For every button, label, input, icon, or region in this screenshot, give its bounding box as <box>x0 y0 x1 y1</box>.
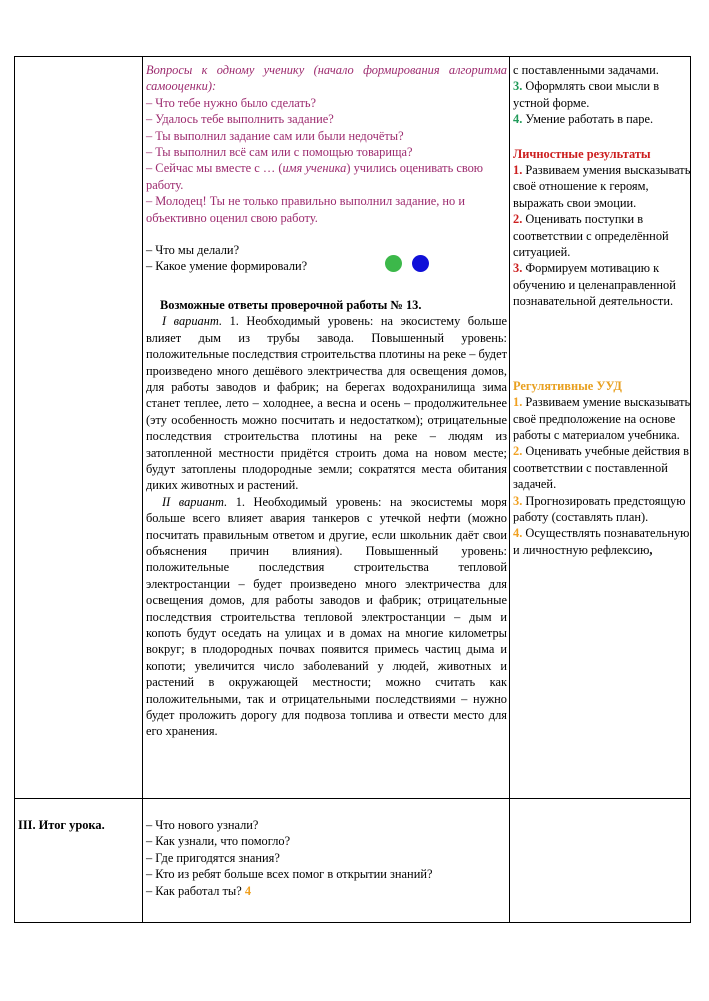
table-top-border <box>14 56 690 57</box>
personal-item-1: 1. Развиваем умения высказывать своё отношение к героям, выражать свои эмоции. <box>513 163 691 210</box>
regulative-item-1: 1. Развиваем умение высказывать своё предположение на основе работы с материалом учебника. <box>513 395 691 442</box>
regulative-uud-heading: Регулятивные УУД <box>513 378 622 393</box>
summary-question-1: – Что нового узнали? <box>146 818 259 832</box>
communicative-item-4: 4. Умение работать в паре. <box>513 112 654 127</box>
question-4: – Ты выполнил всё сам или с помощью товарища? <box>146 145 413 160</box>
summary-question-5: – Как работал ты? 4 <box>146 883 252 898</box>
question-what-skill: – Какое умение формировали? <box>146 259 308 274</box>
question-1: – Что тебе нужно было сделать? <box>146 95 317 110</box>
personal-item-2: 2. Оценивать поступки в соответствии с определённой ситуацией. <box>513 212 669 260</box>
results-cell <box>513 62 691 558</box>
question-5: – Сейчас мы вместе с … (имя ученика) учились оценивать свою работу. <box>146 161 484 192</box>
variant-1-answer: I вариант. 1. Необходимый уровень: на экосистему больше влияет дым из трубы завода. Повышенный уровень: положительные последствия строительства плотины на реке – будет произведено много дешёвого электричества для освещения домов, для работы заводов и фабрик; на берегах водохранилища зима станет теплее, лето – холоднее, а весна и осень – продолжительнее (эту особенность можно посчитать и недостатком); отрицательные последствия строительства плотины на реке – людям из затопленной местности придётся строить дома на новом месте; будут затоплены плодородные земли; сократятся места обитания диких животных и растений. <box>146 314 507 493</box>
column-line-1 <box>142 56 143 923</box>
question-3: – Ты выполнил задание сам или были недочёты? <box>146 128 404 143</box>
regulative-item-2: 2. Оценивать учебные действия в соответствии с поставленной задачей. <box>513 444 690 492</box>
summary-question-3: – Где пригодятся знания? <box>146 850 280 865</box>
summary-questions-cell <box>146 817 507 899</box>
regulative-item-3: 3. Прогнозировать предстоящую работу (составлять план). <box>513 493 686 524</box>
lesson-stage-label: III. Итог урока. <box>18 818 105 832</box>
regulative-item-4: 4. Осуществлять познавательную и личностную рефлексию, <box>513 526 690 557</box>
summary-question-2: – Как узнали, что помогло? <box>146 834 291 849</box>
question-what-did: – Что мы делали? <box>146 243 240 258</box>
row-divider <box>14 798 690 799</box>
self-assessment-intro: Вопросы к одному ученику (начало формирования алгоритма самооценки): <box>146 63 507 94</box>
personal-item-3: 3. Формируем мотивацию к обучению и целенаправленной познавательной деятельности. <box>513 261 676 309</box>
column-line-2 <box>509 56 510 923</box>
green-circle-icon <box>385 255 402 272</box>
column-line-left <box>14 56 15 923</box>
blue-circle-icon <box>412 255 429 272</box>
personal-results-heading: Личностные результаты <box>513 146 651 161</box>
lesson-content-cell <box>146 62 507 740</box>
table-bottom-border <box>14 922 690 923</box>
question-2: – Удалось тебе выполнить задание? <box>146 112 334 127</box>
summary-question-4: – Кто из ребят больше всех помог в открытии знаний? <box>146 867 433 882</box>
communicative-item-3: 3. Оформлять свои мысли в устной форме. <box>513 79 660 110</box>
variant-2-answer: II вариант. 1. Необходимый уровень: на экосистемы моря больше всего влияет авария танкеров с утечкой нефти (можно посчитать правильным ответом и другие, если школьник даёт свои объяснения причин влияния). Повышенный уровень: положительные последствия строительства тепловой электростанции – будет произведено много электричества для освещения домов, для работы заводов и фабрик; отрицательные последствия строительства тепловой электростанции – дым и копоть будут оседать на улицах и в домах на многие километры вокруг; в плодородных почвах появится примесь частиц дыма и копоти; увеличится число заболеваний у людей, животных и растений в окружающей местности; можно считать как положительными, так и отрицательными последствиями – нужно будет проложить дорогу для подвоза топлива и отвести место для его хранения. <box>146 494 507 739</box>
results-continued-line: с поставленными задачами. <box>513 63 659 77</box>
answers-title: Возможные ответы проверочной работы № 13. <box>160 297 422 312</box>
praise-text: – Молодец! Ты не только правильно выполнил задание, но и объективно оценил свою работу. <box>146 194 465 225</box>
